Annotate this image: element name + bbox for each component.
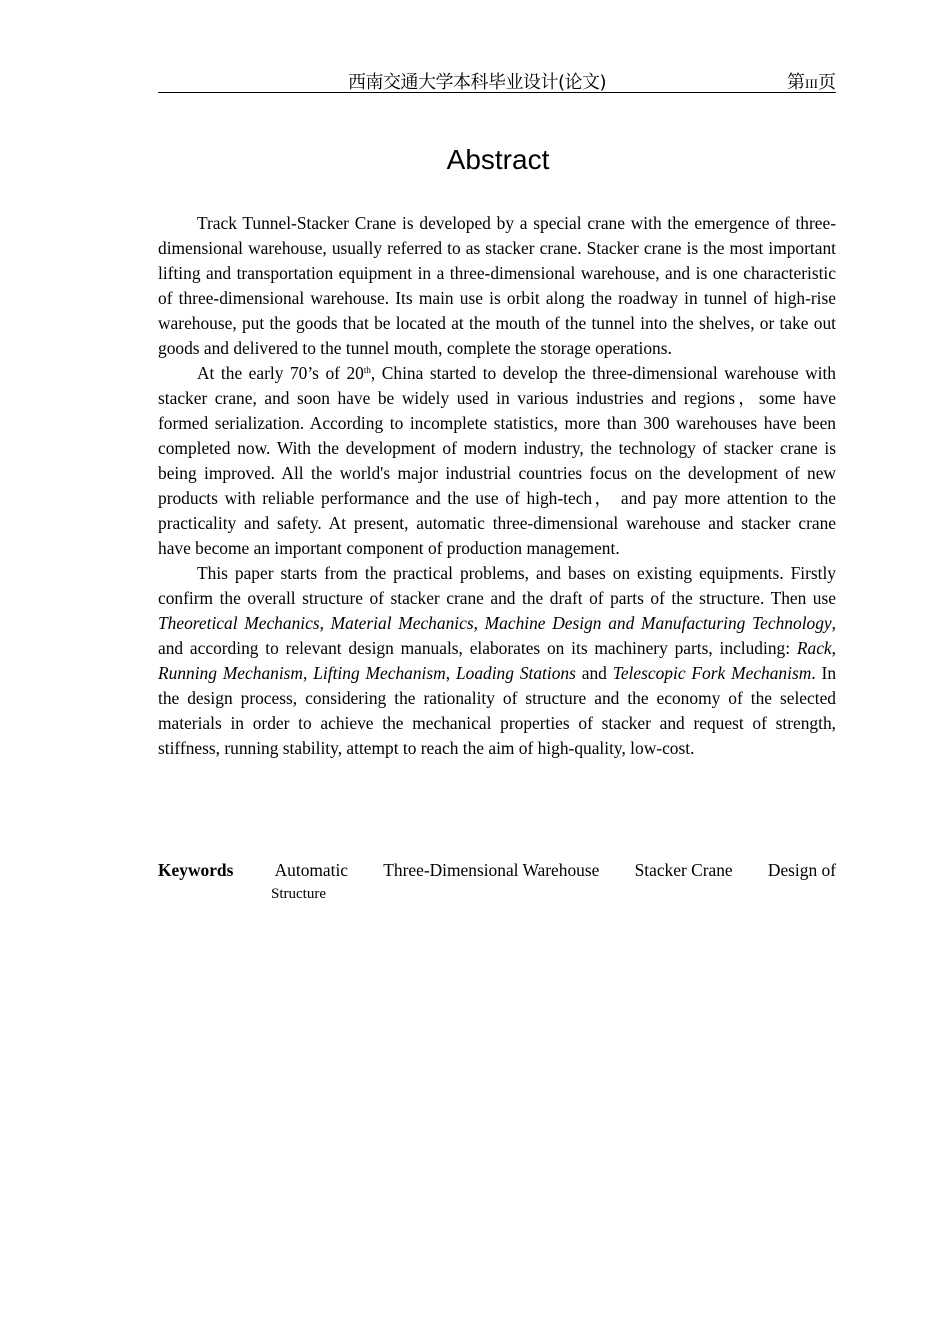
superscript: th	[363, 365, 371, 375]
italic-term: Theoretical Mechanics	[158, 613, 320, 633]
text-run: This paper starts from the practical problems, and bases on existing equipments. Firstly confirm the overall structure of stacker crane and the draft of parts of the structure. Then use	[158, 563, 836, 608]
keyword: Automatic	[274, 860, 349, 880]
keyword-continuation: Structure	[271, 886, 326, 902]
text-run: and	[575, 663, 613, 683]
header-title: 西南交通大学本科毕业设计(论文)	[348, 72, 607, 93]
page-number	[787, 68, 836, 94]
page-number-value: III	[805, 76, 818, 91]
page-prefix: 第	[787, 72, 805, 93]
page-suffix: 页	[818, 72, 836, 93]
text-run: ,	[831, 638, 836, 658]
text-run: ,	[303, 663, 314, 683]
text-run: , China started to develop the three-dimensional warehouse with stacker crane, and soon have be widely used in various industries and regions，some have formed serialization. According to incomplete statistics, more than 300 warehouses have been completed now. With the development of modern industry, the technology of stacker crane is being improved. All the world's major industrial countries focus on the development of new products with reliable performance and the use of high-tech， and pay more attention to the practicality and safety. At present, automatic three-dimensional warehouse and stacker crane have become an important component of production management.	[158, 363, 837, 558]
italic-term: Rack	[796, 638, 832, 658]
text-run: ,	[319, 613, 331, 633]
text-run: Track Tunnel-Stacker Crane is developed by a special crane with the emergence of three-dimensional warehouse, usually referred to as stacker crane. Stacker crane is the most important lifting and transportation equipment in a three-dimensional warehouse, and is one characteristic of three-dimensional warehouse. Its main use is orbit along the roadway in tunnel of high-rise warehouse, put the goods that be located at the mouth of the tunnel into the shelves, or take out goods and delivered to the tunnel mouth, complete the storage operations.	[158, 213, 836, 358]
abstract-paragraph	[158, 361, 836, 561]
text-run: . In the design process, considering the rationality of structure and the economy of the selected materials in order to achieve the mechanical properties of stacker and request of strength, stiffness, running stability, attempt to reach the aim of high-quality, low-cost.	[158, 663, 837, 758]
italic-term: Machine Design and Manufacturing Technology	[484, 613, 832, 633]
keywords-section	[158, 858, 836, 907]
italic-term: Material Mechanics	[330, 613, 474, 633]
text-run: ,	[473, 613, 485, 633]
italic-term: Running Mechanism	[158, 663, 303, 683]
italic-term: Loading Stations	[455, 663, 576, 683]
keyword: Stacker Crane	[634, 860, 733, 880]
italic-term: Lifting Mechanism	[313, 663, 446, 683]
text-run: ,	[445, 663, 456, 683]
keyword: Design of	[767, 860, 836, 880]
text-run: At the early 70’s of 20	[197, 363, 364, 383]
abstract-paragraph	[158, 561, 836, 761]
keywords-label: Keywords	[158, 860, 234, 880]
abstract-heading: Abstract	[446, 144, 550, 175]
abstract-body	[158, 211, 836, 761]
page-header	[158, 66, 836, 93]
text-run: , and according to relevant design manuals, elaborates on its machinery parts, including:	[158, 613, 836, 658]
abstract-paragraph	[158, 211, 836, 361]
italic-term: Telescopic Fork Mechanism	[612, 663, 812, 683]
keyword: Three-Dimensional Warehouse	[383, 860, 600, 880]
